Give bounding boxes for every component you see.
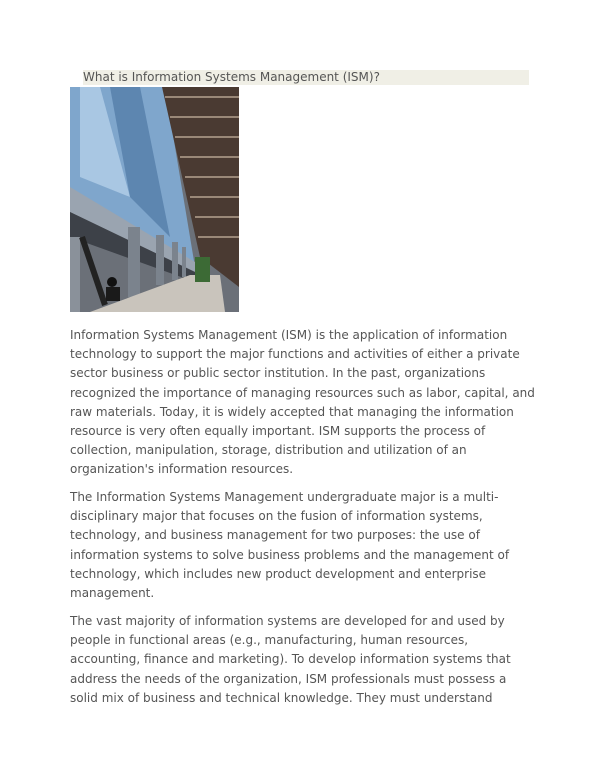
text-line: technology to support the major functions and activities of either a private: [70, 347, 520, 362]
text-line: people in functional areas (e.g., manufacturing, human resources,: [70, 633, 469, 648]
text-line: The vast majority of information systems are developed for and used by: [70, 614, 505, 628]
text-line: information systems to solve business problems and the management of: [70, 547, 510, 562]
text-line: Information Systems Management (ISM) is the application of information: [70, 328, 508, 342]
text-line: raw materials. Today, it is widely accepted that managing the information: [70, 404, 514, 419]
text-line: accounting, finance and marketing). To develop information systems that: [70, 652, 511, 667]
text-line: technology, which includes new product development and enterprise: [70, 566, 487, 581]
text-line: resource is very often equally important. ISM supports the process of: [70, 424, 486, 439]
paragraph-functional-areas: [70, 612, 540, 708]
text-line: The Information Systems Management undergraduate major is a multi-: [70, 490, 499, 504]
paragraph-intro: [70, 326, 540, 480]
text-line: disciplinary major that focuses on the fusion of information systems,: [70, 509, 483, 524]
text-line: address the needs of the organization, ISM professionals must possess a: [70, 671, 507, 686]
text-line: management.: [70, 586, 155, 601]
text-line: recognized the importance of managing resources such as labor, capital, and: [70, 385, 535, 400]
text-line: organization's information resources.: [70, 462, 294, 477]
text-line: solid mix of business and technical knowledge. They must understand: [70, 690, 493, 705]
page-heading: What is Information Systems Management (ISM)?: [83, 70, 529, 85]
text-line: sector business or public sector institution. In the past, organizations: [70, 366, 486, 381]
paragraph-major: [70, 488, 540, 603]
text-line: collection, manipulation, storage, distribution and utilization of an: [70, 443, 467, 458]
building-photo: [70, 87, 239, 312]
text-line: technology, and business management for two purposes: the use of: [70, 528, 480, 543]
